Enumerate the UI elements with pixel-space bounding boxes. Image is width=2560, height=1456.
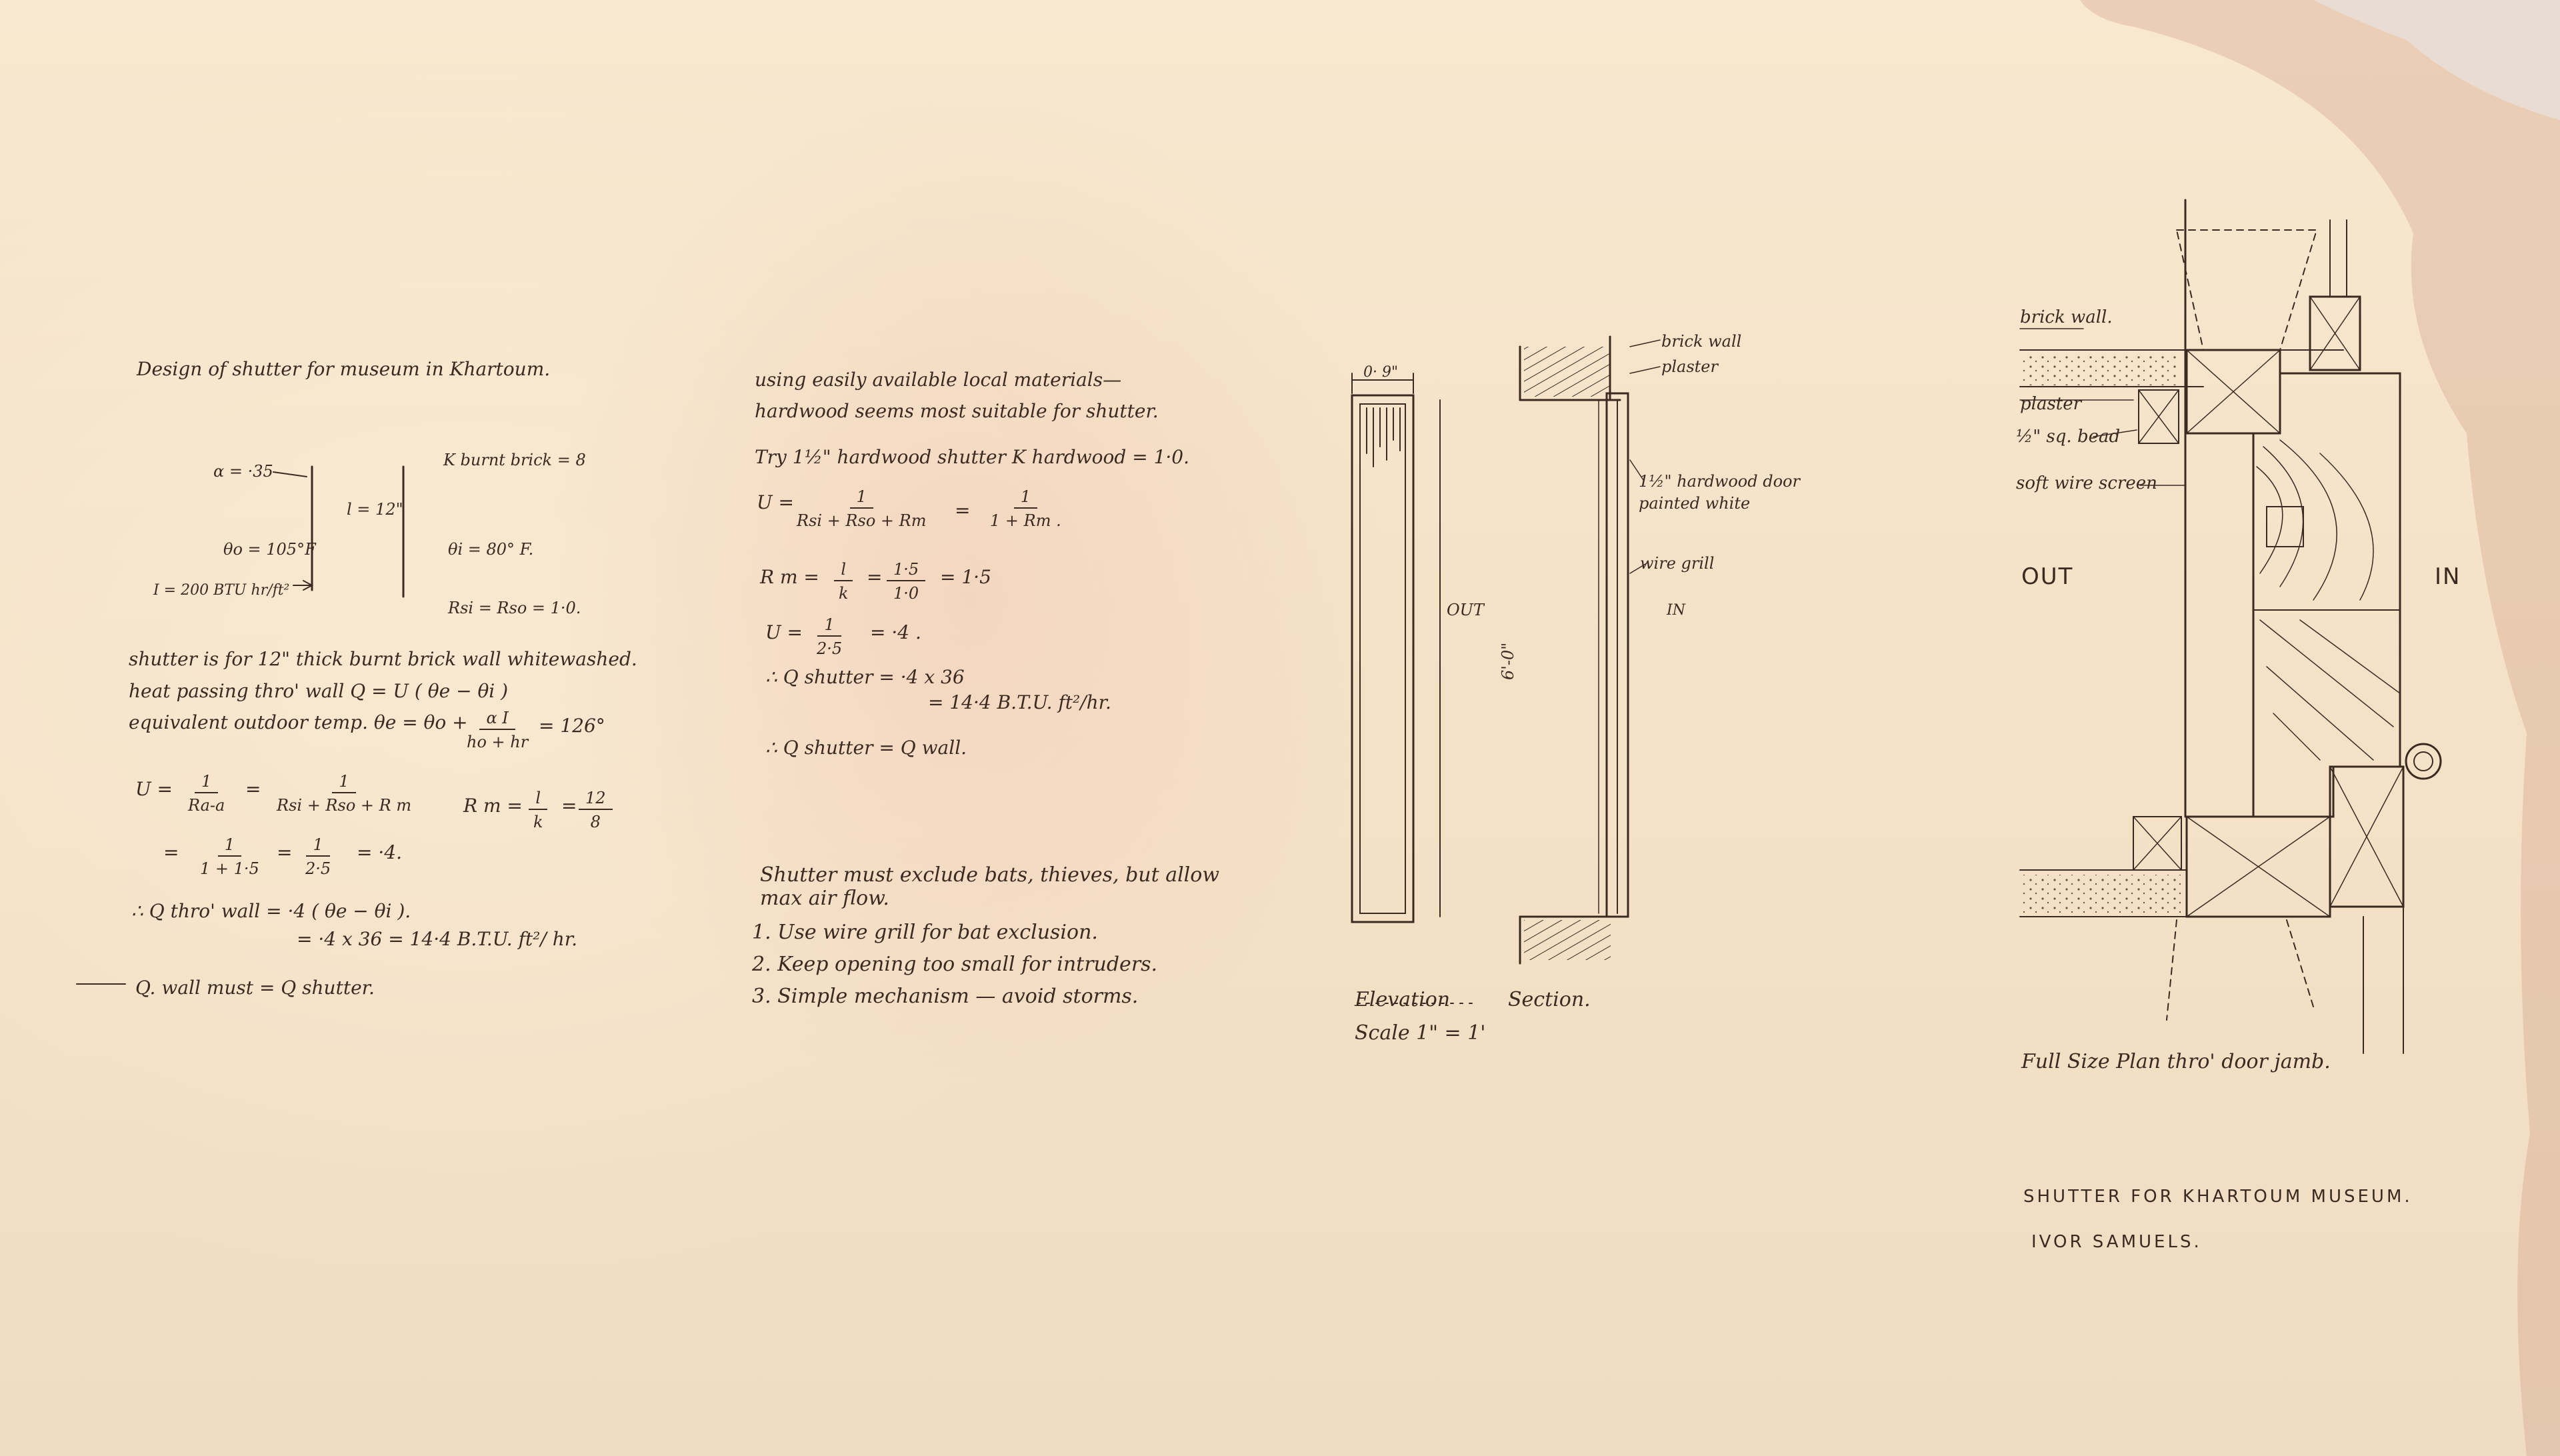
n2-u-fraction-2-denominator: 1 + Rm . xyxy=(990,511,1061,530)
u-equals: = xyxy=(245,778,261,800)
rm-fraction-1-denominator: k xyxy=(533,813,543,831)
section-height-dim: 6'-0" xyxy=(1499,642,1517,680)
u-label: U = xyxy=(135,778,173,800)
notes-heading: Design of shutter for museum in Khartoum. xyxy=(137,358,551,380)
scale-caption: Scale 1" = 1' xyxy=(1355,1021,1486,1045)
q-shutter-line-3: ∴ Q shutter = Q wall. xyxy=(765,737,967,759)
u2-result: = ·4. xyxy=(357,841,402,863)
wire-grill-label: wire grill xyxy=(1640,554,1715,573)
n2-u2-label: U = xyxy=(765,621,803,643)
section-brick-wall-label: brick wall xyxy=(1661,332,1742,351)
equiv-temp-denominator: ho + hr xyxy=(467,733,529,751)
rm-equals: = xyxy=(561,795,577,817)
theta-i-value: θi = 80° F. xyxy=(448,540,534,559)
elevation-caption: Elevation xyxy=(1355,988,1451,1011)
n2-rm-fraction-2-numerator: 1·5 xyxy=(887,561,925,581)
door-note-2: painted white xyxy=(1639,494,1751,513)
plan-caption: Full Size Plan thro' door jamb. xyxy=(2021,1050,2331,1073)
n2-u-label: U = xyxy=(757,491,794,513)
plan-bead-label: ½" sq. bead xyxy=(2016,427,2121,447)
radiation-value: I = 200 BTU hr/ft² xyxy=(153,582,290,599)
n2-u-equals: = xyxy=(955,499,971,521)
notes-line-3: equivalent outdoor temp. θe = θo + xyxy=(129,711,468,733)
plan-in-label: IN xyxy=(2435,563,2461,590)
rm-label: R m = xyxy=(463,795,523,817)
n2-rm-label: R m = xyxy=(760,566,819,588)
n2-rm-result: = 1·5 xyxy=(940,566,991,588)
u2-fraction-2-numerator: 1 xyxy=(306,837,329,857)
u2-fraction-1-denominator: 1 + 1·5 xyxy=(200,859,259,878)
notes2-line-2: hardwood seems most suitable for shutter. xyxy=(755,400,1159,422)
section-in-label: IN xyxy=(1667,602,1685,619)
requirement-2: 2. Keep opening too small for intruders. xyxy=(752,953,1158,976)
requirement-3: 3. Simple mechanism — avoid storms. xyxy=(752,985,1139,1008)
q-wall-line-1: ∴ Q thro' wall = ·4 ( θe − θi ). xyxy=(131,900,411,922)
n2-u-fraction-1-numerator: 1 xyxy=(850,489,873,509)
k-brick-value: K burnt brick = 8 xyxy=(443,451,586,469)
q-wall-compare: Q. wall must = Q shutter. xyxy=(135,977,375,999)
n2-rm-equals: = xyxy=(867,566,883,588)
notes-line-2: heat passing thro' wall Q = U ( θe − θi ) xyxy=(129,680,509,702)
plan-plaster-label: plaster xyxy=(2020,394,2082,414)
u2-equals: = xyxy=(163,841,179,863)
u-fraction-1-numerator: 1 xyxy=(195,773,218,793)
n2-rm-fraction-1-denominator: k xyxy=(839,584,849,603)
rm-fraction-1-numerator: l xyxy=(529,790,547,810)
n2-rm-fraction-1-numerator: l xyxy=(834,561,853,581)
door-note-1: 1½" hardwood door xyxy=(1639,472,1800,491)
notes-line-1: shutter is for 12" thick burnt brick wall whitewashed. xyxy=(129,648,637,670)
equiv-temp-numerator: α I xyxy=(479,710,515,730)
requirements-intro-2: max air flow. xyxy=(760,887,889,910)
alpha-value: α = ·35 xyxy=(213,462,273,481)
elevation-width-dim: 0· 9" xyxy=(1363,364,1399,381)
n2-u-fraction-1-denominator: Rsi + Rso + Rm xyxy=(797,511,927,530)
u2-fraction-1-numerator: 1 xyxy=(218,837,241,857)
u-fraction-2-numerator: 1 xyxy=(332,773,355,793)
notes2-line-1: using easily available local materials— xyxy=(755,369,1122,391)
requirements-intro-1: Shutter must exclude bats, thieves, but allow xyxy=(760,863,1220,887)
section-caption: Section. xyxy=(1508,988,1591,1011)
q-wall-line-2: = ·4 x 36 = 14·4 B.T.U. ft²/ hr. xyxy=(297,928,577,950)
plan-out-label: OUT xyxy=(2021,563,2074,590)
requirement-1: 1. Use wire grill for bat exclusion. xyxy=(752,921,1098,944)
section-out-label: OUT xyxy=(1447,601,1484,619)
q-shutter-line-2: = 14·4 B.T.U. ft²/hr. xyxy=(928,691,1111,713)
title-block-title: SHUTTER FOR KHARTOUM MUSEUM. xyxy=(2023,1187,2413,1207)
n2-rm-fraction-2-denominator: 1·0 xyxy=(893,584,919,603)
u2-equals-2: = xyxy=(277,841,293,863)
u2-fraction-2-denominator: 2·5 xyxy=(305,859,331,878)
rm-fraction-2-denominator: 8 xyxy=(590,813,601,831)
section-plaster-label: plaster xyxy=(1661,357,1718,376)
wall-thickness: l = 12" xyxy=(347,500,403,519)
theta-o-value: θo = 105°F xyxy=(223,540,316,559)
plan-screen-label: soft wire screen xyxy=(2016,473,2157,493)
plan-brick-wall-label: brick wall. xyxy=(2020,307,2113,327)
alpha-arrow xyxy=(273,472,307,477)
equiv-temp-result: = 126° xyxy=(539,715,605,737)
title-block-author: IVOR SAMUELS. xyxy=(2031,1232,2202,1252)
n2-u-fraction-2-numerator: 1 xyxy=(1014,489,1037,509)
plan-drawing xyxy=(2020,200,2441,1053)
rm-fraction-2-numerator: 12 xyxy=(579,790,613,810)
u-fraction-2-denominator: Rsi + Rso + R m xyxy=(277,796,412,815)
notes2-line-3: Try 1½" hardwood shutter K hardwood = 1·0. xyxy=(755,446,1189,468)
rsi-rso-value: Rsi = Rso = 1·0. xyxy=(448,599,581,617)
q-shutter-line-1: ∴ Q shutter = ·4 x 36 xyxy=(765,666,965,688)
n2-u2-numerator: 1 xyxy=(817,617,841,637)
elevation-drawing xyxy=(1352,373,1473,1003)
u-fraction-1-denominator: Ra-a xyxy=(188,796,225,815)
section-drawing xyxy=(1440,337,1660,963)
n2-u2-denominator: 2·5 xyxy=(817,639,843,658)
n2-u2-result: = ·4 . xyxy=(870,621,921,643)
